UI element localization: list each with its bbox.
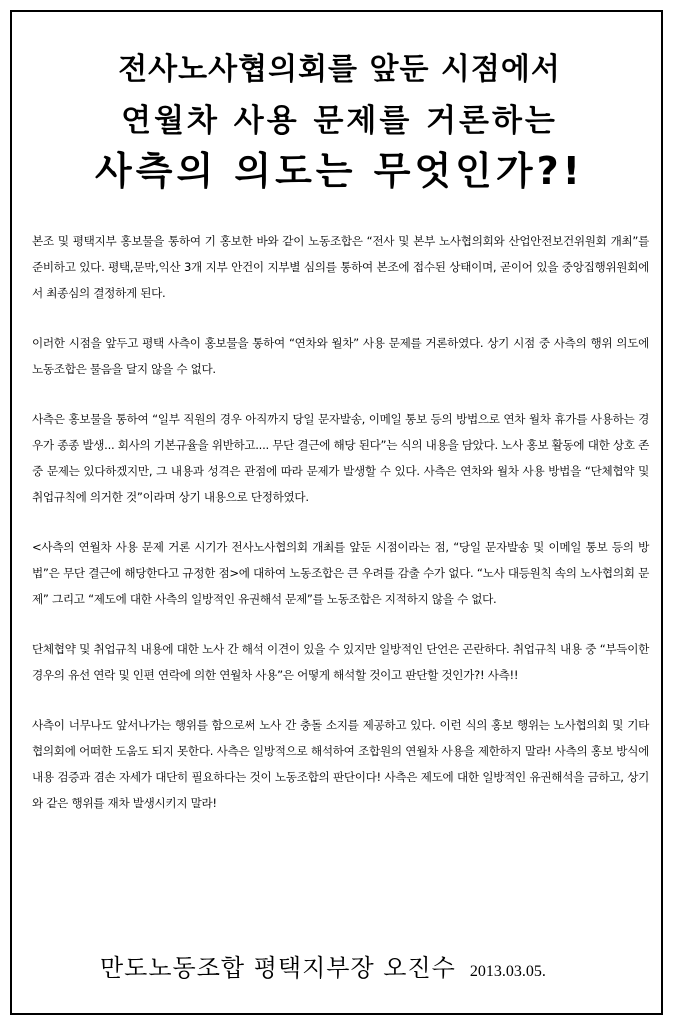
signature-author: 만도노동조합 평택지부장 오진수 [100, 954, 456, 982]
paragraph: 이러한 시점을 앞두고 평택 사측이 홍보물을 통하여 “연차와 월차” 사용 문제를 거론하였다. 상기 시점 중 사측의 행위 의도에 노동조합은 물음을 달지 않을 수 없다. [32, 336, 649, 376]
headline-line-3: 사측의 의도는 무엇인가?! [95, 149, 584, 193]
paragraph: 단체협약 및 취업규칙 내용에 대한 노사 간 해석 이견이 있을 수 있지만 일방적인 단언은 곤란하다. 취업규칙 내용 중 “부득이한 경우의 유선 연락 및 인편 연락에 의한 연월차 사용”은 어떻게 해석할 것이고 판단할 것인가?! 사측!! [32, 642, 649, 682]
signature [100, 948, 546, 983]
headline-line-1: 전사노사협의회를 앞둔 시점에서 [118, 52, 561, 87]
paragraph: <사측의 연월차 사용 문제 거론 시기가 전사노사협의회 개최를 앞둔 시점이라는 점, “당일 문자발송 및 이메일 통보 등의 방법”은 무단 결근에 해당한다고 규정한 점>에 대하여 노동조합은 큰 우려를 감출 수가 없다. “노사 대등원칙 속의 노사협의회 문제” 그리고 “제도에 대한 사측의 일방적인 유권해석 문제”를 노동조합은 지적하지 않을 수 없다. [32, 540, 649, 606]
paragraph: 사측은 홍보물을 통하여 “일부 직원의 경우 아직까지 당일 문자발송, 이메일 통보 등의 방법으로 연차 월차 휴가를 사용하는 경우가 종종 발생... 회사의 기본규율을 위반하고.... 무단 결근에 해당 된다”는 식의 내용을 담았다. 노사 홍보 활동에 대한 상호 존중 문제는 있다하겠지만, 그 내용과 성격은 관점에 따라 문제가 발생할 수 있다. 사측은 연차와 월차 사용 방법을 “단체협약 및 취업규칙에 의거한 것”이라며 상기 내용으로 단정하였다. [32, 412, 649, 504]
document-body [32, 228, 649, 840]
paragraph: 사측이 너무나도 앞서나가는 행위를 함으로써 노사 간 충돌 소지를 제공하고 있다. 이런 식의 홍보 행위는 노사협의회 및 기타 협의회에 어떠한 도움도 되지 못한다. 사측은 일방적으로 해석하여 조합원의 연월차 사용을 제한하지 말라! 사측의 홍보 방식에 내용 검증과 겸손 자세가 대단히 필요하다는 것이 노동조합의 판단이다! 사측은 제도에 대한 일방적인 유권해석을 금하고, 상기와 같은 행위를 재차 발생시키지 말라! [32, 718, 649, 810]
signature-date: 2013.03.05. [469, 963, 546, 980]
headline-line-2: 연월차 사용 문제를 거론하는 [121, 103, 558, 139]
paragraph: 본조 및 평택지부 홍보물을 통하여 기 홍보한 바와 같이 노동조합은 “전사 및 본부 노사협의회와 산업안전보건위원회 개최”를 준비하고 있다. 평택,문막,익산 3개 지부 안건이 지부별 심의를 통하여 본조에 접수된 상태이며, 곧이어 있을 중앙집행위원회에서 최종심의 결정하게 된다. [32, 234, 649, 300]
